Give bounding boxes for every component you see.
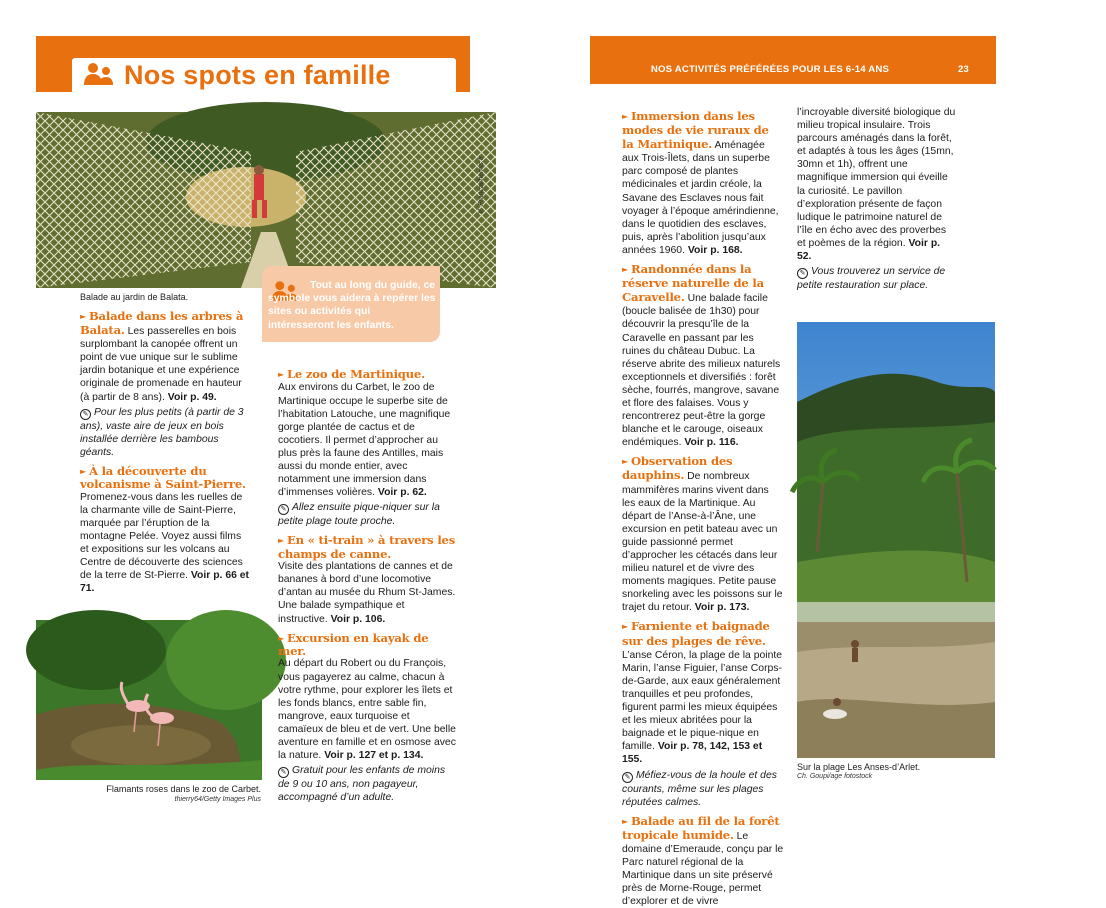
col2-ref: Voir p. 52.: [797, 237, 941, 263]
entry-body: De nombreux mammifères marins vivent dans les eaux de la Martinique. Au départ de l’Anse-à-l’Âne, une excursion en petit bateau avec un guide passionné permet d’approcher les cétacés dans leur milieu naturel et de vivre des moments magiques. Petite pause snorkeling avec les poissons sur le trajet du retour.: [622, 471, 783, 614]
entry-caravelle: ► Randonnée dans la réserve naturelle de la Caravelle. Une balade facile (boucle balisée de 1h30) pour découvrir la presqu’île de la Caravelle en passant par les ruines du château Dubuc. La réserve abrite des milieux naturels exceptionnels et diversifiés : forêt sèche, fourrés, mangrove, savane et flore des falaises. Vous y rencontrerez peut-être la gorge blanche et le carouge, oiseaux endémiques. Voir p. 116.: [622, 262, 781, 449]
entry-body: Au départ du Robert ou du François, vous pagayerez au calme, chacun à votre rythme, pour explorer les îlets et les fonds blancs, entre sable fin, mangrove, eaux turquoise et camaïeux de bleu et de vert. Une belle aventure en famille et en osmose avec la nature.: [278, 658, 456, 762]
entry-body: Les passerelles en bois surplombant la canopée offrent un point de vue unique sur le sublime jardin botanique et une expérience originale de promenade en hauteur (à partir de 8 ans).: [80, 326, 242, 403]
photo1-caption: Balade au jardin de Balata.: [80, 292, 189, 302]
tip-icon: ✎: [278, 504, 289, 515]
entry-heading: Balade au fil de la forêt tropicale humide.: [622, 813, 780, 842]
callout-text: Tout au long du guide, ce symbole vous aidera à repérer les sites ou activités qui intéresseront les enfants.: [268, 280, 436, 331]
photo-rope-bridge: [36, 112, 496, 288]
entry-ref: Voir p. 106.: [330, 613, 386, 625]
left-col1: [80, 310, 252, 596]
entry-body: Visite des plantations de cannes et de bananes à bord d’une locomotive d’antan au musée du Rhum St-James. Une balade sympathique et instructive.: [278, 561, 456, 625]
entry-tip: [622, 769, 784, 809]
tip-icon: ✎: [622, 772, 633, 783]
family-icon: [82, 62, 118, 86]
tip-text: Gratuit pour les enfants de moins de 9 ou 10 ans, non pagayeur, accompagné d’un adulte.: [278, 765, 446, 804]
photo1-credit: V. Françai/hemis.fr: [478, 155, 485, 214]
photo3-caption: Sur la plage Les Anses-d’Arlet.: [797, 762, 921, 772]
entry-ref: Voir p. 66 et 71.: [80, 570, 250, 595]
entry-heading: Balade dans les arbres à Balata.: [80, 309, 244, 338]
entry-tip: [797, 265, 957, 292]
entry-tip: [80, 406, 252, 459]
entry-heading: Randonnée dans la réserve naturelle de la Caravelle.: [622, 262, 764, 305]
entry-zoo: ► Le zoo de Martinique. Aux environs du Carbet, le zoo de Martinique occupe le superbe site de l’habitation Latouche, une magnifique gorge plantée de cactus et de cocotiers. Il permet d’approcher au plus près la faune des Antilles, mais aussi du monde entier, avec notamment une immersion dans d’immenses volières. Voir p. 62.: [278, 367, 451, 499]
entry-tip: [278, 764, 456, 804]
entry-immersion: ► Immersion dans les modes de vie ruraux de la Martinique. Aménagée aux Trois-Îlets, dans un superbe parc composé de plantes médicinales et jardin créole, la Savane des Esclaves nous fait voyager à l’époque amérindienne, dans le quotidien des esclaves, puis, après l’abolition jusqu’aux années 1960. Voir p. 168.: [622, 109, 779, 256]
entry-ref: Voir p. 173.: [694, 602, 750, 614]
entry-body: Une balade facile (boucle balisée de 1h30) pour découvrir la presqu’île de la Caravelle en passant par les ruines du château Dubuc. La réserve abrite des milieux naturels exceptionnels et diversifiés : forêt sèche, fourrés, mangrove, savane et flore des falaises. Vous y rencontrerez peut-être la gorge blanche et le carouge, oiseaux endémiques.: [622, 293, 781, 449]
tip-icon: ✎: [278, 767, 289, 778]
tip-text: Vous trouverez un service de petite restauration sur place.: [797, 266, 946, 292]
photo3-credit: Ch. Goupi/age fotostock: [797, 773, 873, 780]
entry-ref: Voir p. 116.: [684, 437, 739, 449]
right-col1: [622, 110, 784, 908]
entry-plages: ► Farniente et baignade sur des plages de rêve. L’anse Céron, la plage de la pointe Marin, l’anse Figuier, l’anse Corps-de-Garde, aux eaux généralement tranquilles et peu profondes, figurent parmi les mieux équipées et les mieux abritées pour la baignade et le pique-nique en famille. Voir p. 78, 142, 153 et 155.: [622, 619, 783, 766]
right-col2: [797, 106, 957, 292]
entry-kayak: ► Excursion en kayak de mer. Au départ du Robert ou du François, vous pagayerez au calme, chacun à votre rythme, pour explorer les îlets et les fonds blancs, entre sable fin, mangrove, eaux turquoise et camaïeux de bleu et de vert. Une belle aventure en famille et en osmose avec la nature. Voir p. 127 et p. 134.: [278, 630, 456, 762]
left-col2: [278, 368, 456, 804]
photo-beach: [797, 322, 995, 758]
entry-body: Promenez-vous dans les ruelles de la charmante ville de Saint-Pierre, marquée par l’éruption de la montagne Pelée. Voyez aussi films et expositions sur les volcans au Centre de découverte des sciences de la terre de St-Pierre.: [80, 491, 243, 582]
entry-heading: Excursion en kayak de mer.: [278, 630, 429, 659]
entry-ref: Voir p. 78, 142, 153 et 155.: [622, 741, 763, 766]
entry-saint-pierre: ► À la découverte du volcanisme à Saint-Pierre. Promenez-vous dans les ruelles de la charmante ville de Saint-Pierre, marquée par l’éruption de la montagne Pelée. Voyez aussi films et expositions sur les volcans au Centre de découverte des sciences de la terre de St-Pierre. Voir p. 66 et 71.: [80, 463, 250, 595]
entry-balata: ► Balade dans les arbres à Balata. Les passerelles en bois surplombant la canopée offrent un point de vue unique sur le sublime jardin botanique et une expérience originale de promenade en hauteur (à partir de 8 ans). Voir p. 49.: [80, 309, 244, 403]
tip-text: Allez ensuite pique-niquer sur la petite plage toute proche.: [278, 502, 440, 528]
photo-flamingos: [36, 620, 262, 780]
entry-body: Le domaine d’Emeraude, conçu par le Parc naturel régional de la Martinique dans un site préservé près de Morne-Rouge, permet d’explorer et de vivre: [622, 830, 784, 908]
tip-icon: ✎: [80, 409, 91, 420]
tip-icon: ✎: [797, 268, 808, 279]
entry-ref: Voir p. 62.: [377, 487, 427, 499]
photo2-caption: Flamants roses dans le zoo de Carbet.: [106, 784, 261, 794]
entry-heading: Observation des dauphins.: [622, 454, 733, 483]
entry-body: L’anse Céron, la plage de la pointe Marin, l’anse Figuier, l’anse Corps-de-Garde, aux eaux généralement tranquilles et peu profondes, figurent parmi les mieux équipées et les mieux abritées pour la baignade et le pique-nique en famille.: [622, 649, 783, 753]
entry-ref: Voir p. 168.: [687, 244, 743, 256]
entry-heading: En « ti-train » à travers les champs de canne.: [278, 533, 456, 561]
entry-ti-train: ► En « ti-train » à travers les champs de canne. Visite des plantations de cannes et de bananes à bord d’une locomotive d’antan au musée du Rhum St-James. Une balade sympathique et instructive. Voir p. 106.: [278, 533, 456, 625]
entry-tip: [278, 501, 456, 528]
running-header-text: NOS ACTIVITÉS PRÉFÉRÉES POUR LES 6-14 ANS: [650, 64, 890, 75]
tip-text: Méfiez-vous de la houle et des courants, même sur les plages réputées calmes.: [622, 769, 777, 808]
entry-heading: Immersion dans les modes de vie ruraux de la Martinique.: [622, 109, 769, 152]
entry-ref: Voir p. 49.: [167, 391, 217, 403]
running-header: [590, 36, 996, 84]
entry-heading: Le zoo de Martinique.: [286, 367, 425, 381]
entry-heading: À la découverte du volcanisme à Saint-Pierre.: [80, 463, 246, 492]
entry-body: Aux environs du Carbet, le zoo de Martinique occupe le superbe site de l’habitation Latouche, une magnifique gorge plantée de cactus et de cocotiers. Il permet d’approcher au plus près la faune des Antilles, mais aussi du monde entier, avec notamment une immersion dans d’immenses volières.: [278, 382, 451, 499]
entry-ref: Voir p. 127 et p. 134.: [324, 750, 424, 762]
entry-body: Aménagée aux Trois-Îlets, dans un superbe parc composé de plantes médicinales et jardin créole, la Savane des Esclaves nous fait voyager à l’époque amérindienne, dans le quotidien des esclaves, puis, après l’abolition jusqu’aux années 1960.: [622, 140, 779, 256]
entry-foret: ► Balade au fil de la forêt tropicale humide. Le domaine d’Emeraude, conçu par le Parc naturel régional de la Martinique dans un site préservé près de Morne-Rouge, permet d’explorer et de vivre: [622, 813, 784, 908]
page-number: 23: [958, 64, 969, 75]
entry-heading: Farniente et baignade sur des plages de rêve.: [622, 619, 770, 648]
photo2-credit: thierry64/Getty Images Plus: [174, 796, 261, 803]
col2-body: l’incroyable diversité biologique du milieu tropical insulaire. Trois parcours aménagés dans la forêt, et adaptés à tous les âges (15mn, 30mn et 1h), offrent une magnifique immersion qui éveille la curiosité. Le pavillon d’exploration présente de façon ludique le patrimoine naturel de l’île en écho avec des proverbes et poèmes de la région.: [797, 107, 956, 249]
page-title: Nos spots en famille: [124, 60, 391, 90]
tip-text: Pour les plus petits (à partir de 3 ans), vaste aire de jeux en bois installée derrière les bambous géants.: [80, 406, 244, 458]
entry-dauphins: ► Observation des dauphins. De nombreux mammifères marins vivent dans les eaux de la Martinique. Au départ de l’Anse-à-l’Âne, une excursion en petit bateau avec un guide passionné permet d’approcher les cétacés dans leur milieu naturel et de vivre des moments magiques. Petite pause snorkeling avec les poissons sur le trajet du retour. Voir p. 173.: [622, 454, 783, 614]
